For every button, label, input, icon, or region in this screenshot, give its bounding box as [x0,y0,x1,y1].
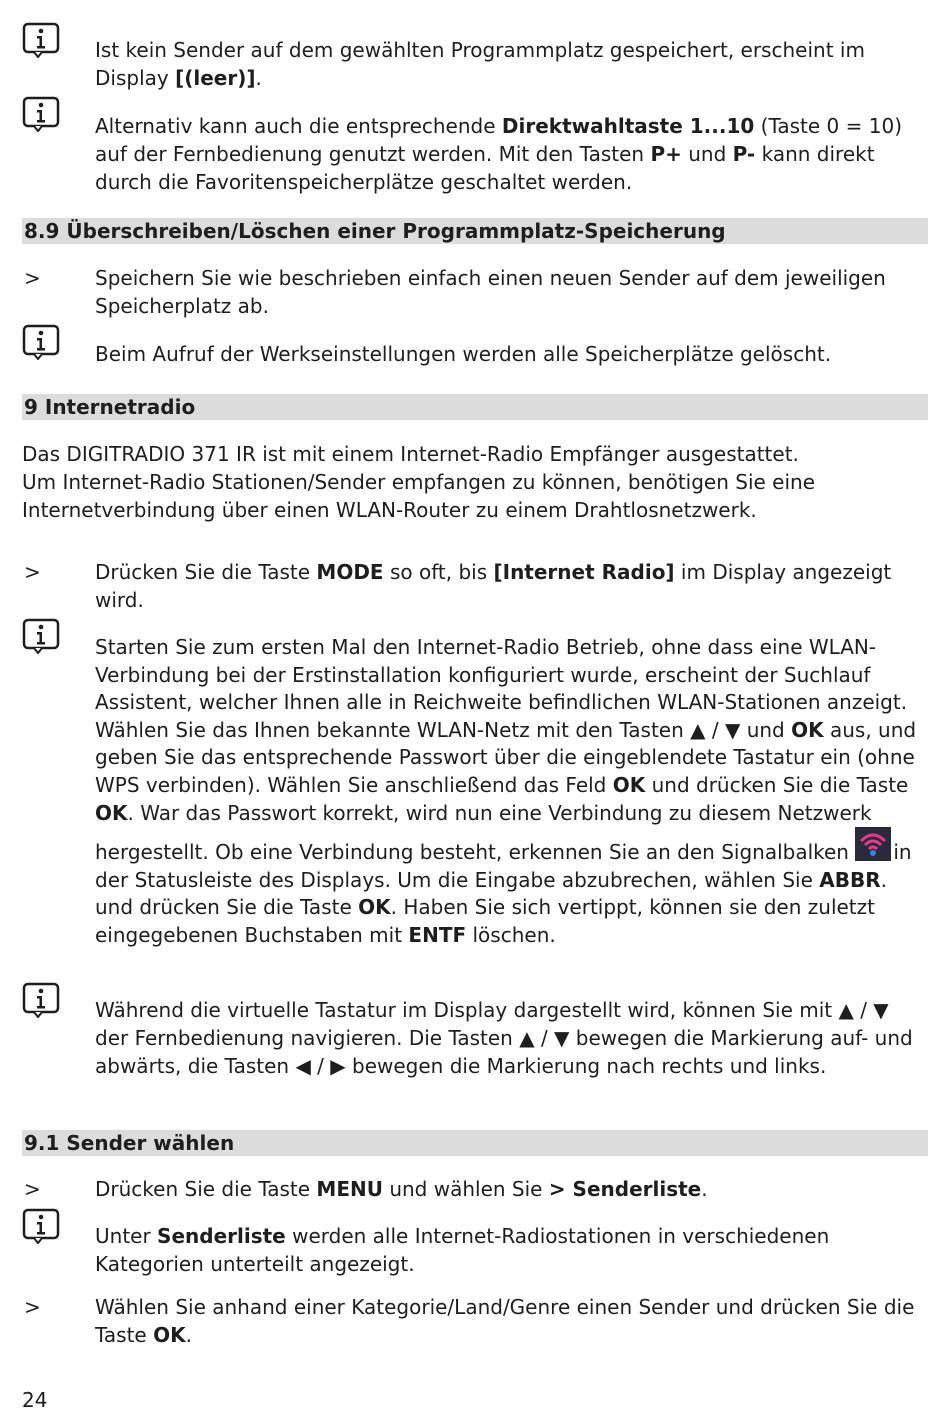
step-marker: > [24,266,41,290]
section-heading-8-9: 8.9 Überschreiben/Löschen einer Programmplatz-Speicherung [22,218,928,244]
info-icon [22,1208,60,1244]
step-select-station: Wählen Sie anhand einer Kategorie/Land/Genre einen Sender und drücken Sie die Taste OK. [95,1295,915,1347]
note-empty-slot: Ist kein Sender auf dem gewählten Programmplatz gespeichert, erscheint im Display [(leer)]. [95,38,865,90]
step-mode: Drücken Sie die Taste MODE so oft, bis [Internet Radio] im Display angezeigt wird. [95,560,892,612]
note-virtual-keyboard: Während die virtuelle Tastatur im Display dargestellt wird, können Sie mit ▲ / ▼ der Fernbedienung navigieren. Die Tasten ▲ / ▼ bewegen die Markierung auf- und abwärts, die Tasten ◀ / ▶ bewegen die Markierung nach rechts und links. [95,998,913,1078]
note-direct-keys: Alternativ kann auch die entsprechende Direktwahltaste 1...10 (Taste 0 = 10) auf der Fernbedienung genutzt werden. Mit den Tasten P+ und P- kann direkt durch die Favoritenspeicherplätze geschaltet werden. [95,114,902,194]
info-icon [22,982,60,1018]
step-marker: > [24,1295,41,1319]
info-icon [22,96,60,132]
note-factory-reset: Beim Aufruf der Werkseinstellungen werden alle Speicherplätze gelöscht. [95,342,832,366]
section-heading-9-1: 9.1 Sender wählen [22,1130,928,1156]
intro-paragraph: Das DIGITRADIO 371 IR ist mit einem Internet-Radio Empfänger ausgestattet. Um Internet-Radio Stationen/Sender empfangen zu können, benötigen Sie eine Internetverbindung über einen WLAN-Router zu einem Drahtlosnetzwerk. [22,442,816,522]
section-heading-9: 9 Internetradio [22,394,928,420]
step-overwrite: Speichern Sie wie beschrieben einfach einen neuen Sender auf dem jeweiligen Speicherplatz ab. [95,266,886,318]
step-menu: Drücken Sie die Taste MENU und wählen Sie > Senderliste. [95,1177,708,1201]
step-marker: > [24,560,41,584]
info-icon [22,22,60,58]
wifi-signal-icon [855,827,891,861]
info-icon [22,618,60,654]
note-wlan-setup: Starten Sie zum ersten Mal den Internet-Radio Betrieb, ohne dass eine WLAN-Verbindung bei der Erstinstallation konfiguriert wurde, erscheint der Suchlauf Assistent, welcher Ihnen alle in Reichweite befindlichen WLAN-Stationen anzeigt. Wählen Sie das Ihnen bekannte WLAN-Netz mit den Tasten ▲ / ▼ und OK aus, und geben Sie das entsprechende Passwort über die eingeblendete Tastatur ein (ohne WPS verbinden). Wählen Sie anschließend das Feld OK und drücken Sie die Taste OK. War das Passwort korrekt, wird nun eine Verbindung zu diesem Netzwerk hergestellt. Ob eine Verbindung besteht, erkennen Sie an den Signalbalken in der Statusleiste des Displays. Um die Eingabe abzubrechen, wählen Sie ABBR. und drücken Sie die Taste OK. Haben Sie sich vertippt, können sie den zuletzt eingegebenen Buchstaben mit ENTF löschen. [95,635,917,947]
page-number: 24 [22,1388,48,1412]
step-marker: > [24,1177,41,1201]
note-station-list: Unter Senderliste werden alle Internet-Radiostationen in verschiedenen Kategorien unterteilt angezeigt. [95,1224,830,1276]
info-icon [22,324,60,360]
